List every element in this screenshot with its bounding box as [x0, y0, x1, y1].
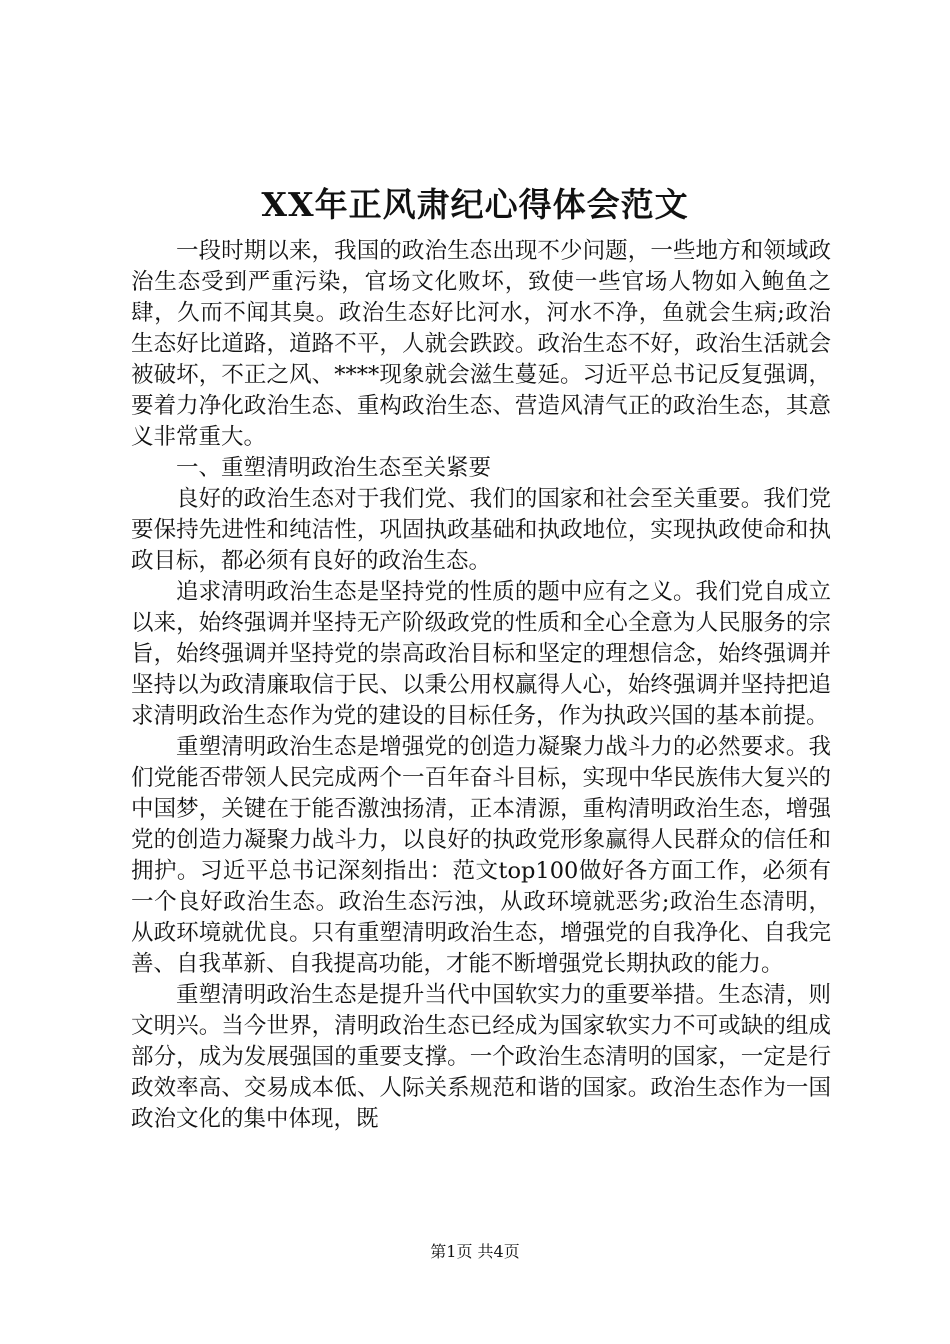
paragraph: 良好的政治生态对于我们党、我们的国家和社会至关重要。我们党要保持先进性和纯洁性，巩固执政基础和执政地位，实现执政使命和执政目标，都必须有良好的政治生态。	[131, 486, 831, 574]
paragraph: 重塑清明政治生态是提升当代中国软实力的重要举措。生态清，则文明兴。当今世界，清明政治生态已经成为国家软实力不可或缺的组成部分，成为发展强国的重要支撑。一个政治生态清明的国家，一定是行政效率高、交易成本低、人际关系规范和谐的国家。政治生态作为一国政治文化的集中体现，既	[131, 982, 831, 1132]
paragraph-intro: 一段时期以来，我国的政治生态出现不少问题，一些地方和领域政治生态受到严重污染，官场文化败坏，致使一些官场人物如入鲍鱼之肆，久而不闻其臭。政治生态好比河水，河水不净，鱼就会生病;政治生态好比道路，道路不平，人就会跌跤。政治生态不好，政治生活就会被破坏，不正之风、****现象就会滋生蔓延。习近平总书记反复强调，要着力净化政治生态、重构政治生态、营造风清气正的政治生态，其意义非常重大。	[131, 238, 831, 450]
document-body	[131, 236, 831, 1135]
paragraph: 重塑清明政治生态是增强党的创造力凝聚力战斗力的必然要求。我们党能否带领人民完成两个一百年奋斗目标，实现中华民族伟大复兴的中国梦，关键在于能否激浊扬清，正本清源，重构清明政治生态，增强党的创造力凝聚力战斗力，以良好的执政党形象赢得人民群众的信任和拥护。习近平总书记深刻指出：范文top100做好各方面工作，必须有一个良好政治生态。政治生态污浊，从政环境就恶劣;政治生态清明，从政环境就优良。只有重塑清明政治生态，增强党的自我净化、自我完善、自我革新、自我提高功能，才能不断增强党长期执政的能力。	[131, 734, 831, 977]
paragraph: 追求清明政治生态是坚持党的性质的题中应有之义。我们党自成立以来，始终强调并坚持无产阶级政党的性质和全心全意为人民服务的宗旨，始终强调并坚持党的崇高政治目标和坚定的理想信念，始终强调并坚持以为政清廉取信于民、以秉公用权赢得人心，始终强调并坚持把追求清明政治生态作为党的建设的目标任务，作为执政兴国的基本前提。	[131, 579, 831, 729]
section-heading: 一、重塑清明政治生态至关紧要	[176, 455, 492, 481]
document-title: XX年正风肃纪心得体会范文	[261, 185, 689, 224]
page-footer: 第1页 共4页	[430, 1242, 520, 1261]
